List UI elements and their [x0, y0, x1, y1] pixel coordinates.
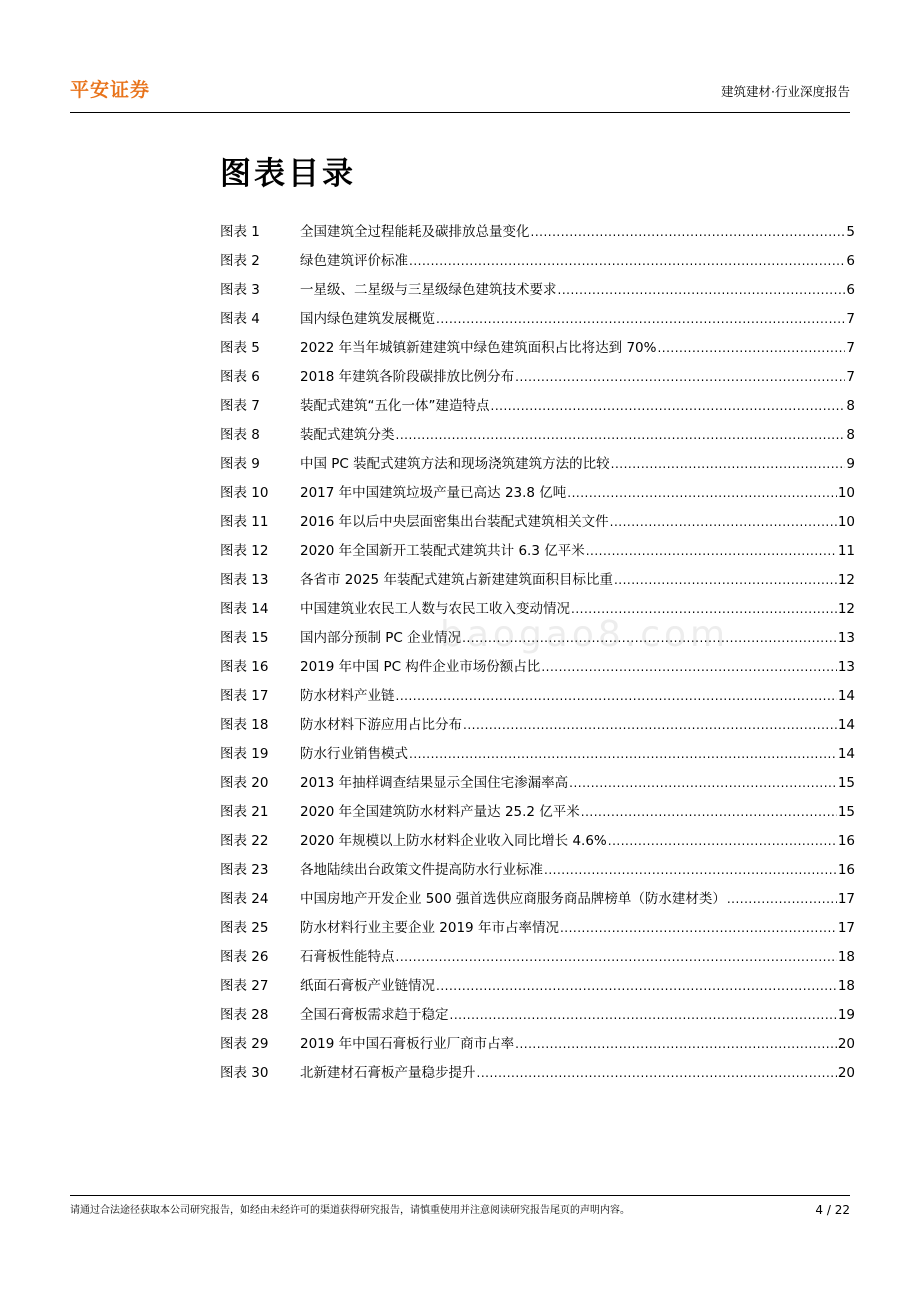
- toc-entry-title[interactable]: 防水材料下游应用占比分布: [300, 717, 462, 733]
- toc-entry-label: 图表 18: [220, 717, 269, 733]
- toc-dot-leader: [571, 597, 837, 621]
- toc-entry-label: 图表 11: [220, 514, 269, 530]
- toc-dot-leader: [586, 539, 837, 563]
- page-title: 图表目录: [220, 156, 356, 192]
- toc-entry-label: 图表 25: [220, 920, 269, 936]
- toc-entry-title[interactable]: 2018 年建筑各阶段碳排放比例分布: [300, 369, 515, 385]
- toc-entry-title[interactable]: 北新建材石膏板产量稳步提升: [300, 1065, 476, 1081]
- toc-dot-leader: [614, 568, 837, 592]
- toc-entry-page: 5: [846, 224, 855, 240]
- toc-entry-title[interactable]: 2020 年规模以上防水材料企业收入同比增长 4.6%: [300, 833, 607, 849]
- table-of-figures: [220, 220, 855, 1090]
- toc-entry[interactable]: [220, 394, 855, 423]
- toc-dot-leader: [463, 713, 837, 737]
- toc-entry-title[interactable]: 2022 年当年城镇新建建筑中绿色建筑面积占比将达到 70%: [300, 340, 657, 356]
- toc-entry[interactable]: [220, 1061, 855, 1090]
- toc-entry-label: 图表 9: [220, 456, 260, 472]
- toc-entry-page: 8: [846, 427, 855, 443]
- toc-entry-page: 13: [837, 630, 855, 646]
- page-number: 4 / 22: [815, 1203, 850, 1217]
- toc-entry-page: 8: [846, 398, 855, 414]
- toc-entry-label: 图表 12: [220, 543, 269, 559]
- toc-entry-label: 图表 20: [220, 775, 269, 791]
- toc-entry-label: 图表 13: [220, 572, 269, 588]
- toc-dot-leader: [396, 423, 846, 447]
- toc-entry-title[interactable]: 全国建筑全过程能耗及碳排放总量变化: [300, 224, 530, 240]
- toc-entry-page: 20: [837, 1036, 855, 1052]
- toc-dot-leader: [657, 336, 845, 360]
- toc-entry[interactable]: [220, 858, 855, 887]
- toc-entry-page: 16: [837, 862, 855, 878]
- toc-entry-title[interactable]: 装配式建筑“五化一体”建造特点: [300, 398, 490, 414]
- header-divider: [70, 112, 850, 113]
- toc-dot-leader: [436, 974, 837, 998]
- toc-entry-title[interactable]: 防水材料行业主要企业 2019 年市占率情况: [300, 920, 559, 936]
- toc-entry-title[interactable]: 各地陆续出台政策文件提高防水行业标准: [300, 862, 543, 878]
- toc-entry-title[interactable]: 中国 PC 装配式建筑方法和现场浇筑建筑方法的比较: [300, 456, 610, 472]
- toc-dot-leader: [450, 1003, 837, 1027]
- toc-entry[interactable]: [220, 365, 855, 394]
- toc-entry-label: 图表 17: [220, 688, 269, 704]
- footer-divider: [70, 1195, 850, 1196]
- toc-entry-label: 图表 29: [220, 1036, 269, 1052]
- toc-entry[interactable]: [220, 597, 855, 626]
- toc-entry[interactable]: [220, 307, 855, 336]
- toc-entry-page: 6: [846, 253, 855, 269]
- toc-entry-title[interactable]: 2019 年中国 PC 构件企业市场份额占比: [300, 659, 541, 675]
- toc-entry[interactable]: [220, 539, 855, 568]
- toc-entry[interactable]: [220, 626, 855, 655]
- toc-entry-label: 图表 7: [220, 398, 260, 414]
- toc-entry-title[interactable]: 国内部分预制 PC 企业情况: [300, 630, 462, 646]
- toc-entry-label: 图表 23: [220, 862, 269, 878]
- toc-dot-leader: [491, 394, 846, 418]
- toc-entry-page: 14: [837, 717, 855, 733]
- toc-entry-page: 7: [846, 311, 855, 327]
- toc-entry-title[interactable]: 纸面石膏板产业链情况: [300, 978, 435, 994]
- toc-entry[interactable]: [220, 510, 855, 539]
- toc-entry-label: 图表 4: [220, 311, 260, 327]
- toc-entry-label: 图表 10: [220, 485, 269, 501]
- toc-entry[interactable]: [220, 1003, 855, 1032]
- footer-disclaimer: 请通过合法途径获取本公司研究报告，如经由未经许可的渠道获得研究报告，请慎重使用并注意阅读研究报告尾页的声明内容。: [70, 1205, 630, 1216]
- toc-entry-label: 图表 22: [220, 833, 269, 849]
- toc-dot-leader: [436, 307, 845, 331]
- toc-entry-page: 19: [837, 1007, 855, 1023]
- toc-entry-label: 图表 5: [220, 340, 260, 356]
- toc-entry[interactable]: [220, 249, 855, 278]
- toc-entry-page: 18: [837, 978, 855, 994]
- toc-entry-label: 图表 19: [220, 746, 269, 762]
- toc-dot-leader: [558, 278, 846, 302]
- toc-entry-label: 图表 16: [220, 659, 269, 675]
- toc-entry-page: 10: [837, 485, 855, 501]
- toc-entry-title[interactable]: 石膏板性能特点: [300, 949, 395, 965]
- toc-entry-title[interactable]: 2013 年抽样调查结果显示全国住宅渗漏率高: [300, 775, 569, 791]
- toc-entry[interactable]: [220, 945, 855, 974]
- toc-entry-page: 9: [846, 456, 855, 472]
- toc-entry-page: 7: [846, 369, 855, 385]
- toc-entry-label: 图表 3: [220, 282, 260, 298]
- toc-entry-title[interactable]: 全国石膏板需求趋于稳定: [300, 1007, 449, 1023]
- toc-entry-title[interactable]: 2020 年全国建筑防水材料产量达 25.2 亿平米: [300, 804, 580, 820]
- toc-entry-page: 7: [846, 340, 855, 356]
- toc-entry[interactable]: [220, 1032, 855, 1061]
- toc-entry[interactable]: [220, 655, 855, 684]
- toc-entry[interactable]: [220, 916, 855, 945]
- toc-entry-title[interactable]: 2019 年中国石膏板行业厂商市占率: [300, 1036, 515, 1052]
- toc-entry-label: 图表 30: [220, 1065, 269, 1081]
- toc-entry-page: 12: [837, 572, 855, 588]
- toc-entry-title[interactable]: 一星级、二星级与三星级绿色建筑技术要求: [300, 282, 557, 298]
- toc-entry[interactable]: [220, 829, 855, 858]
- toc-dot-leader: [727, 887, 837, 911]
- toc-dot-leader: [477, 1061, 837, 1085]
- toc-entry-page: 15: [837, 804, 855, 820]
- toc-dot-leader: [581, 800, 837, 824]
- toc-entry[interactable]: [220, 568, 855, 597]
- toc-entry-title[interactable]: 2016 年以后中央层面密集出台装配式建筑相关文件: [300, 514, 609, 530]
- toc-dot-leader: [396, 684, 837, 708]
- toc-entry-page: 10: [837, 514, 855, 530]
- toc-entry-title[interactable]: 2020 年全国新开工装配式建筑共计 6.3 亿平米: [300, 543, 585, 559]
- toc-entry-label: 图表 28: [220, 1007, 269, 1023]
- toc-entry-page: 17: [837, 891, 855, 907]
- toc-entry-label: 图表 24: [220, 891, 269, 907]
- toc-dot-leader: [541, 655, 837, 679]
- toc-entry[interactable]: [220, 713, 855, 742]
- toc-dot-leader: [544, 858, 837, 882]
- toc-dot-leader: [567, 481, 837, 505]
- toc-entry[interactable]: [220, 336, 855, 365]
- toc-dot-leader: [531, 220, 846, 244]
- toc-entry[interactable]: [220, 481, 855, 510]
- toc-entry-page: 11: [837, 543, 855, 559]
- toc-entry-label: 图表 8: [220, 427, 260, 443]
- toc-dot-leader: [515, 365, 845, 389]
- toc-dot-leader: [462, 626, 837, 650]
- toc-entry[interactable]: [220, 771, 855, 800]
- toc-entry-label: 图表 1: [220, 224, 260, 240]
- toc-dot-leader: [610, 510, 837, 534]
- toc-entry[interactable]: [220, 974, 855, 1003]
- toc-dot-leader: [515, 1032, 837, 1056]
- toc-entry-title[interactable]: 各省市 2025 年装配式建筑占新建建筑面积目标比重: [300, 572, 613, 588]
- toc-entry-label: 图表 2: [220, 253, 260, 269]
- toc-entry-title[interactable]: 2017 年中国建筑垃圾产量已高达 23.8 亿吨: [300, 485, 567, 501]
- toc-dot-leader: [396, 945, 837, 969]
- toc-dot-leader: [608, 829, 837, 853]
- toc-entry-page: 13: [837, 659, 855, 675]
- toc-entry-page: 15: [837, 775, 855, 791]
- section-label: 建筑建材·行业深度报告: [721, 84, 850, 99]
- toc-dot-leader: [409, 742, 837, 766]
- toc-entry[interactable]: [220, 684, 855, 713]
- toc-entry-page: 12: [837, 601, 855, 617]
- toc-dot-leader: [409, 249, 845, 273]
- toc-entry-label: 图表 6: [220, 369, 260, 385]
- toc-entry-page: 20: [837, 1065, 855, 1081]
- toc-entry-title[interactable]: 中国建筑业农民工人数与农民工收入变动情况: [300, 601, 570, 617]
- toc-entry-page: 6: [846, 282, 855, 298]
- toc-entry-label: 图表 26: [220, 949, 269, 965]
- toc-entry-title[interactable]: 绿色建筑评价标准: [300, 253, 408, 269]
- toc-entry-label: 图表 21: [220, 804, 269, 820]
- toc-entry[interactable]: [220, 278, 855, 307]
- toc-entry-label: 图表 14: [220, 601, 269, 617]
- company-logo: 平安证券: [70, 79, 151, 101]
- toc-entry[interactable]: [220, 423, 855, 452]
- toc-entry-title[interactable]: 国内绿色建筑发展概览: [300, 311, 435, 327]
- toc-entry[interactable]: [220, 220, 855, 249]
- toc-entry-page: 14: [837, 688, 855, 704]
- toc-entry[interactable]: [220, 800, 855, 829]
- toc-entry-label: 图表 27: [220, 978, 269, 994]
- toc-entry-page: 16: [837, 833, 855, 849]
- watermark-text: baogao8.com: [440, 614, 730, 655]
- toc-entry-title[interactable]: 防水材料产业链: [300, 688, 395, 704]
- toc-entry-page: 17: [837, 920, 855, 936]
- toc-dot-leader: [611, 452, 846, 476]
- toc-dot-leader: [560, 916, 837, 940]
- toc-entry-page: 18: [837, 949, 855, 965]
- toc-entry-page: 14: [837, 746, 855, 762]
- toc-dot-leader: [569, 771, 837, 795]
- toc-entry[interactable]: [220, 452, 855, 481]
- toc-entry[interactable]: [220, 887, 855, 916]
- toc-entry-title[interactable]: 装配式建筑分类: [300, 427, 395, 443]
- toc-entry-title[interactable]: 中国房地产开发企业 500 强首选供应商服务商品牌榜单（防水建材类）: [300, 891, 726, 907]
- toc-entry[interactable]: [220, 742, 855, 771]
- toc-entry-label: 图表 15: [220, 630, 269, 646]
- toc-entry-title[interactable]: 防水行业销售模式: [300, 746, 408, 762]
